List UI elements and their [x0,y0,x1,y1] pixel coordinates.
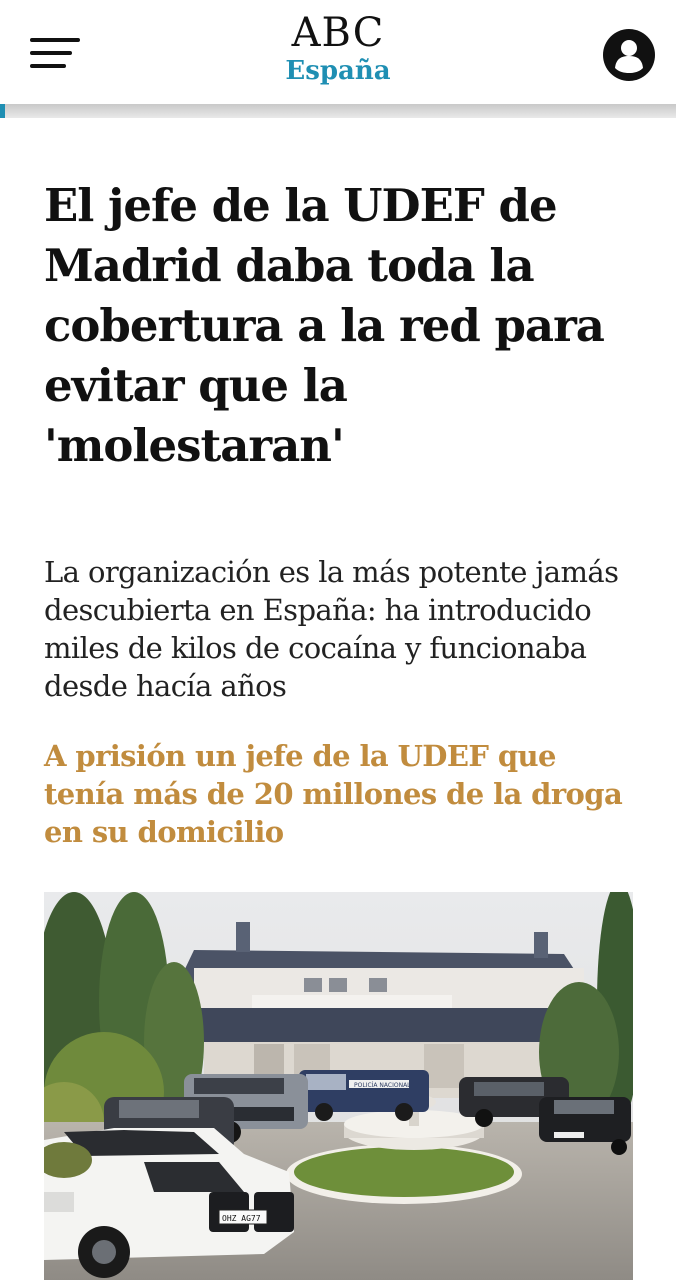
header-accent-bar [0,104,5,118]
license-plate: OHZ AG77 [222,1214,261,1223]
hamburger-menu-icon[interactable] [30,36,82,72]
article-subheadline: La organización es la más potente jamás descubierta en España: ha introducido miles de kilos de cocaína y funcionaba desde hacía años [44,555,619,703]
user-account-icon[interactable] [602,28,656,82]
top-header [0,0,676,106]
header-divider [0,104,676,118]
section-name[interactable]: España [285,56,391,86]
van-label: POLICÍA NACIONAL [354,1082,411,1089]
article-photo[interactable] [44,892,633,1280]
related-article-link[interactable]: A prisión un jefe de la UDEF que tenía más de 20 millones de la droga en su domicilio [44,739,623,849]
article-headline: El jefe de la UDEF de Madrid daba toda la cobertura a la red para evitar que la 'molestaran' [44,179,604,472]
site-logo[interactable] [238,10,438,86]
logo-wordmark: ABC [291,10,385,56]
